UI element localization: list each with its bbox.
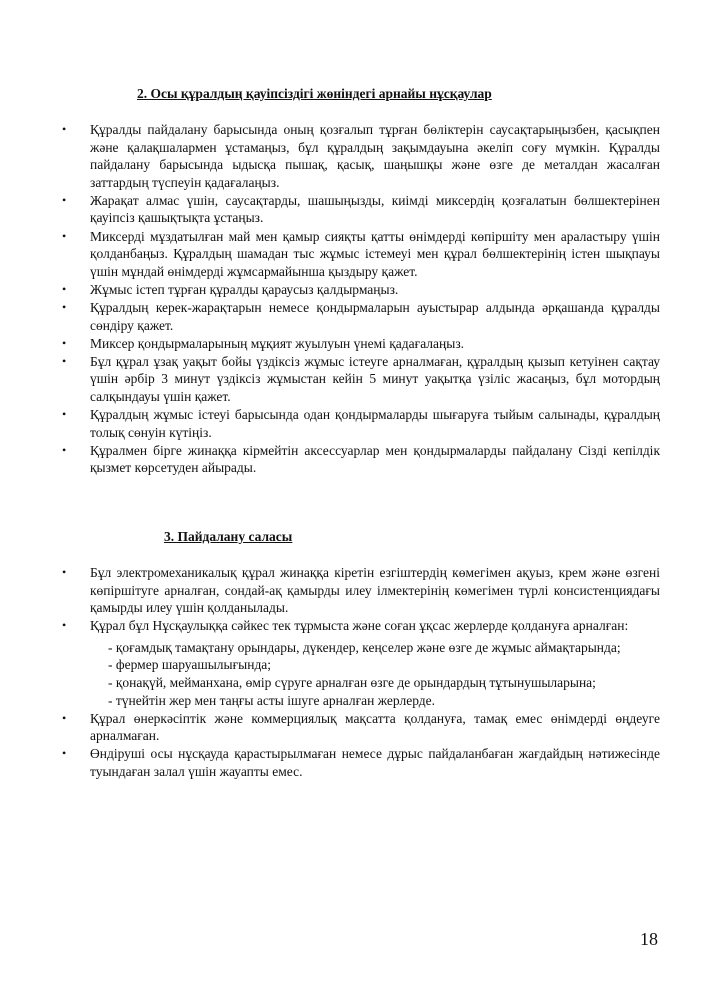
list-item-text: Құралды пайдалану барысында оның қозғалып тұрған бөліктерін саусақтарыңызбен, қасықпен және қалақшалармен ұстамаңыз, бұл құралдың зақымдауына әкеліп соғу мүмкін. Құралды пайдалану барысында ыдысқа пышақ, қасық, шаңышқы және өзге де металдан жасалған заттардың түспеуін қадағалаңыз. xyxy=(90,122,660,190)
list-item xyxy=(62,710,660,745)
list-item xyxy=(62,617,660,709)
list-item-text: Құралмен бірге жинаққа кірмейтін аксессуарлар мен қондырмаларды пайдалану Сізді кепілдік қызмет көрсетуден айырады. xyxy=(90,442,660,476)
safety-instructions-list xyxy=(62,121,660,477)
section-3-heading: 3. Пайдалану саласы xyxy=(164,529,293,544)
section-2-heading: 2. Осы құралдың қауіпсіздігі жөніндегі арнайы нұсқаулар xyxy=(137,86,492,101)
list-item xyxy=(62,745,660,780)
list-item xyxy=(62,228,660,281)
list-item-text: Бұл электромеханикалық құрал жинаққа кіретін езгіштердің көмегімен ақуыз, крем және өзгені көпіршітуге арналған, сондай-ақ қамырды илеу ілмектерінің көмегімен түрлі консистенциядағы қамырды илеу үшін қолданылады. xyxy=(90,565,660,616)
list-item-text: Құрал өнеркәсіптік және коммерциялық мақсатта қолдануға, тамақ емес өнімдерді өңдеуге арналмаған. xyxy=(90,710,660,744)
bullet-icon: • xyxy=(62,710,67,725)
bullet-icon: • xyxy=(62,122,67,136)
bullet-icon: • xyxy=(62,299,67,314)
list-item xyxy=(62,299,660,334)
sub-list-item: - қонақүй, мейманхана, өмір сүруге арналған өзге де орындардың тұтынушыларына; xyxy=(108,675,596,691)
list-item-text: Миксер қондырмаларының мұқият жуылуын үнемі қадағалаңыз. xyxy=(90,335,465,351)
bullet-icon: • xyxy=(62,353,67,368)
list-item xyxy=(62,406,660,441)
list-item xyxy=(62,121,660,191)
list-item xyxy=(62,192,660,227)
list-item xyxy=(62,335,660,353)
bullet-icon: • xyxy=(62,335,67,350)
sub-list-item: - қоғамдық тамақтану орындары, дүкендер, кеңселер және өзге де жұмыс аймақтарында; xyxy=(108,639,621,655)
bullet-icon: • xyxy=(62,228,67,243)
list-item-text: Миксерді мұздатылған май мен қамыр сияқты қатты өнімдерді көпіршіту мен араластыру үшін қолданбаңыз. Құралдың шамадан тыс жұмыс істемеуі мен құрал бөлшектерінің істен шықпауы үшін мұндай өнімдерді жұмсармайынша қыздыру қажет. xyxy=(90,228,660,279)
list-item-text: Жұмыс істеп тұрған құралды қараусыз қалдырмаңыз. xyxy=(90,281,399,297)
list-item xyxy=(62,281,660,299)
bullet-icon: • xyxy=(62,281,67,296)
bullet-icon: • xyxy=(62,746,67,761)
sub-list-item: - түнейтін жер мен таңғы асты ішуге арналған жерлерде. xyxy=(108,692,436,708)
usage-scope-list xyxy=(62,564,660,781)
list-item xyxy=(62,442,660,477)
list-item-text: Құралдың керек-жарақтарын немесе қондырмаларын ауыстырар алдында әрқашанда құралды сөндіру қажет. xyxy=(90,299,660,333)
bullet-icon: • xyxy=(62,407,67,421)
sub-list xyxy=(90,639,660,709)
sub-list-item: - фермер шаруашылығында; xyxy=(108,657,272,673)
bullet-icon: • xyxy=(62,442,67,457)
bullet-icon: • xyxy=(62,565,67,579)
list-item-text: Құрал бұл Нұсқаулыққа сәйкес тек тұрмыста және соған ұқсас жерлерде қолдануға арналған: xyxy=(90,618,629,634)
list-item-text: Бұл құрал ұзақ уақыт бойы үздіксіз жұмыс істеуге арналмаған, құралдың қызып кетуінен сақтау үшін әрбір 3 минут үздіксіз жұмыстан кейін 5 минут уақытқа үзіліс жасаңыз, бұл мотордың салқындауы үшін қажет. xyxy=(90,353,660,404)
list-item-text: Өндіруші осы нұсқауда қарастырылмаған немесе дұрыс пайдаланбаған жағдайдың нәтижесінде туындаған залал үшін жауапты емес. xyxy=(90,746,660,780)
bullet-icon: • xyxy=(62,192,67,207)
bullet-icon: • xyxy=(62,618,67,633)
list-item xyxy=(62,353,660,406)
page-number: 18 xyxy=(640,929,658,949)
list-item xyxy=(62,564,660,617)
list-item-text: Құралдың жұмыс істеуі барысында одан қондырмаларды шығаруға тыйым салынады, құралдың толық сөнуін күтіңіз. xyxy=(90,407,660,440)
list-item-text: Жарақат алмас үшін, саусақтарды, шашыңызды, киімді миксердің қозғалатын бөлшектерінен қауіпсіз қашықтықта ұстаңыз. xyxy=(90,192,660,226)
